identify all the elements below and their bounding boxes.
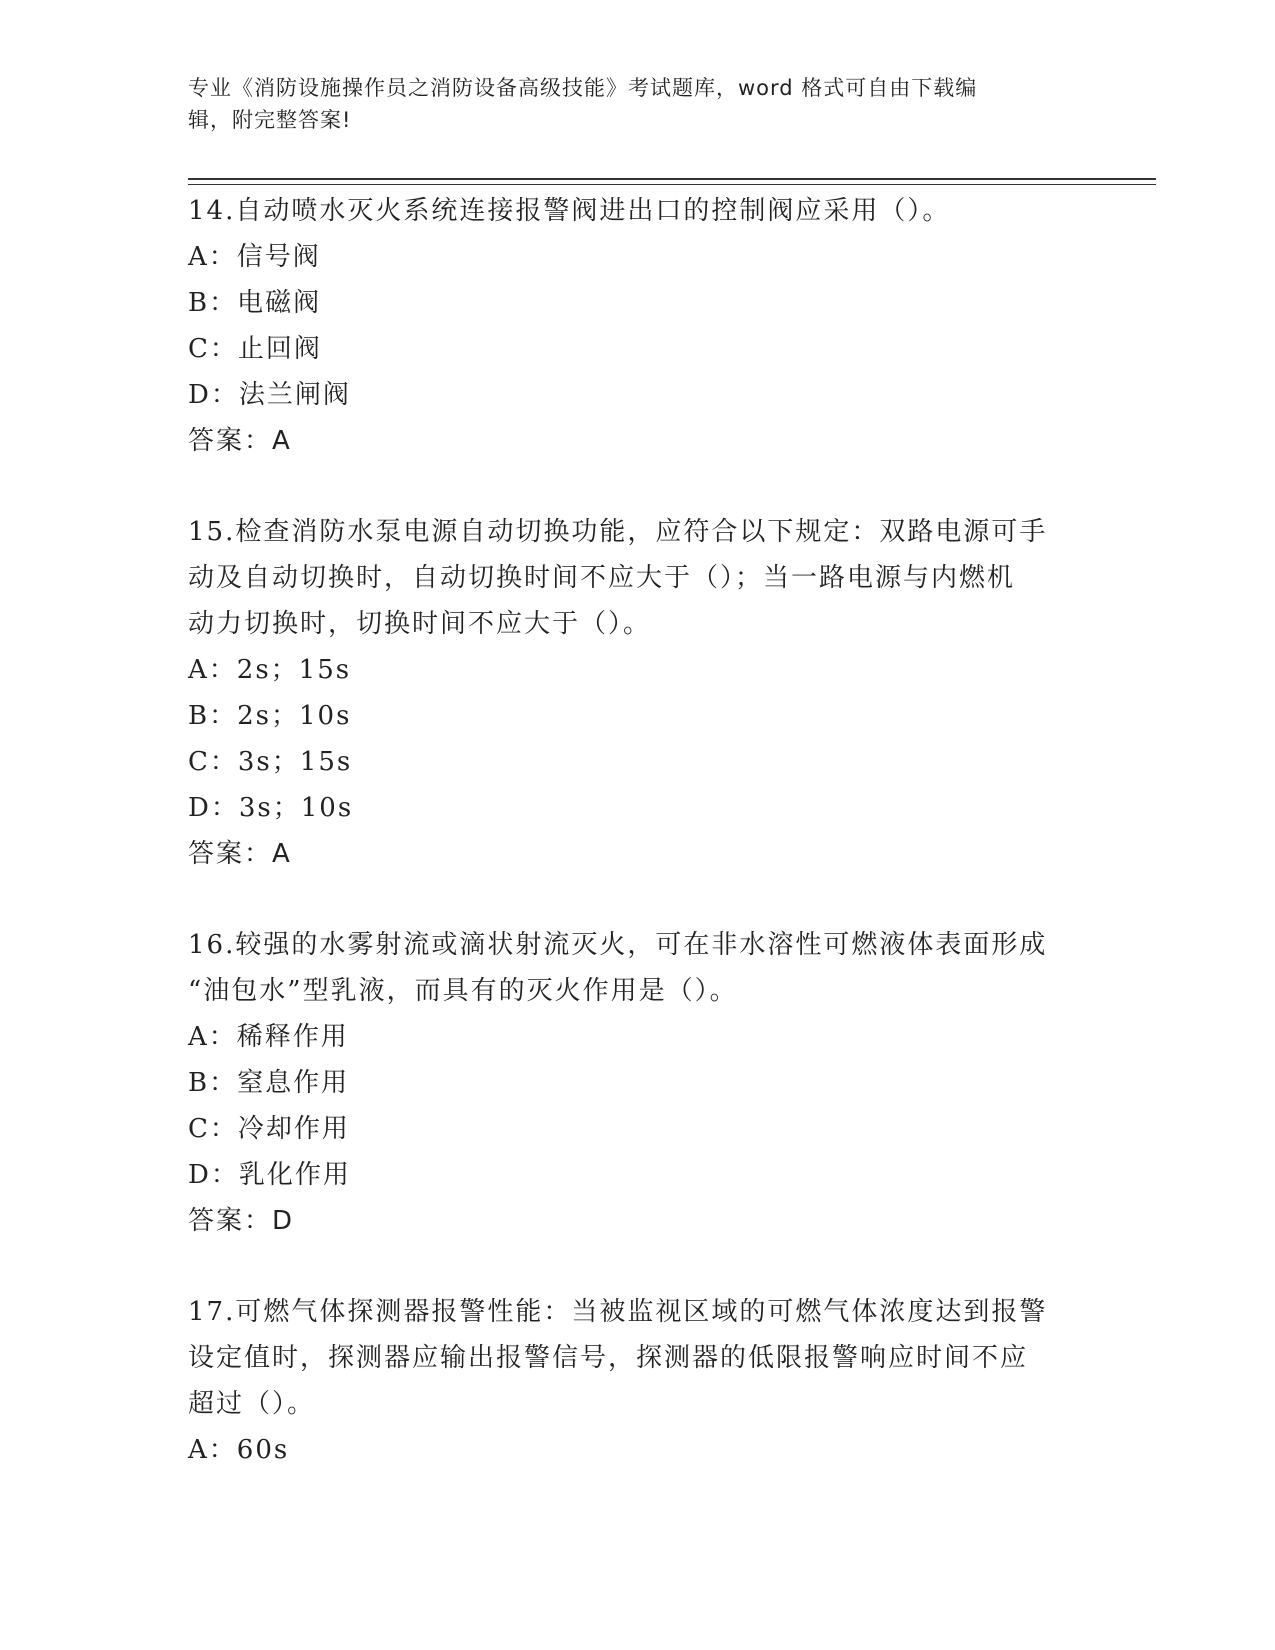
option-d: D：3s；10s (188, 793, 354, 823)
question-list (188, 188, 1088, 1518)
option-a: A：2s；15s (188, 655, 352, 685)
question-17 (188, 1289, 1088, 1473)
option-d: D：乳化作用 (188, 1160, 351, 1190)
header-divider-thin (188, 184, 1156, 185)
option-c: C：冷却作用 (188, 1114, 350, 1144)
question-stem-line-1: 17.可燃气体探测器报警性能：当被监视区域的可燃气体浓度达到报警 (188, 1297, 1048, 1327)
question-stem-line-3: 动力切换时，切换时间不应大于（）。 (188, 609, 652, 639)
option-c: C：3s；15s (188, 747, 353, 777)
question-stem-line-1: 15.检查消防水泵电源自动切换功能，应符合以下规定：双路电源可手 (188, 517, 1048, 547)
header-divider-thick (188, 178, 1156, 180)
header-note-line-1: 专业《消防设施操作员之消防设备高级技能》考试题库，word 格式可自由下载编 (188, 76, 978, 100)
question-stem-line-2: 动及自动切换时，自动切换时间不应大于（）；当一路电源与内燃机 (188, 563, 1016, 593)
answer: 答案：A (188, 839, 292, 869)
header-note-line-2: 辑，附完整答案! (188, 108, 352, 132)
option-b: B：2s；10s (188, 701, 352, 731)
question-16 (188, 922, 1088, 1244)
question-stem: 14.自动喷水灭火系统连接报警阀进出口的控制阀应采用（）。 (188, 196, 951, 226)
option-c: C：止回阀 (188, 334, 322, 364)
option-a: A：信号阀 (188, 242, 321, 272)
option-b: B：电磁阀 (188, 288, 322, 318)
question-stem-line-2: 设定值时，探测器应输出报警信号，探测器的低限报警响应时间不应 (188, 1343, 1029, 1373)
answer: 答案：A (188, 426, 292, 456)
option-d: D：法兰闸阀 (188, 380, 351, 410)
question-stem-line-2: “油包水”型乳液，而具有的灭火作用是（）。 (188, 976, 738, 1006)
option-a: A：稀释作用 (188, 1022, 349, 1052)
question-14 (188, 188, 1088, 464)
option-b: B：窒息作用 (188, 1068, 350, 1098)
header-note (188, 72, 1088, 136)
question-stem-line-1: 16.较强的水雾射流或滴状射流灭火，可在非水溶性可燃液体表面形成 (188, 930, 1048, 960)
question-stem-line-3: 超过（）。 (188, 1389, 316, 1419)
question-15 (188, 509, 1088, 877)
option-a: A：60s (188, 1435, 290, 1465)
answer: 答案：D (188, 1206, 295, 1236)
